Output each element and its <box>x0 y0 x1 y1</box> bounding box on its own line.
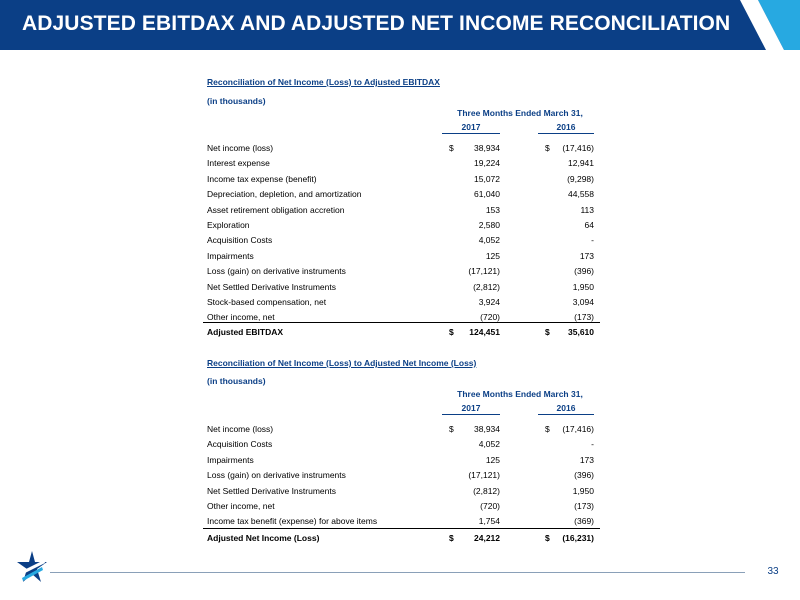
row-label: Net Settled Derivative Instruments <box>207 485 336 496</box>
row-value-2016: - <box>591 439 594 450</box>
row-value-2016: 113 <box>580 204 594 215</box>
row-label: Impairments <box>207 454 254 465</box>
row-value-2017: 19,224 <box>474 158 500 169</box>
ebitdax-table-row <box>207 174 600 189</box>
ebitdax-total-rule <box>203 322 600 323</box>
net-income-table-row <box>207 424 600 439</box>
row-value-2016: - <box>591 235 594 246</box>
row-value-2017: 125 <box>485 454 500 465</box>
net-income-table-row <box>207 439 600 454</box>
net-income-table-row <box>207 455 600 470</box>
row-value-2017: (720) <box>480 501 500 511</box>
row-value-2016: (173) <box>574 501 594 511</box>
row-value-2016: (17,416) <box>562 424 594 434</box>
row-value-2017: 2,580 <box>478 220 500 230</box>
row-value-2016: (396) <box>574 266 594 277</box>
row-value-2017: (2,812) <box>473 281 500 292</box>
row-label: Loss (gain) on derivative instruments <box>207 266 346 277</box>
row-value-2016: 3,094 <box>572 297 594 307</box>
row-value-2017: 125 <box>485 250 500 261</box>
total-currency-2017: $ <box>449 327 454 337</box>
row-currency-2016: $ <box>545 424 550 434</box>
ebitdax-table-row <box>207 158 600 173</box>
row-currency-2016: $ <box>545 143 550 153</box>
row-label: Loss (gain) on derivative instruments <box>207 470 346 481</box>
row-label: Interest expense <box>207 158 270 169</box>
page-number: 33 <box>767 566 779 577</box>
ebitdax-table-row <box>207 251 600 266</box>
star-logo-icon <box>16 550 48 584</box>
row-label: Other income, net <box>207 501 275 511</box>
net-income-table-row <box>207 486 600 501</box>
row-label: Asset retirement obligation accretion <box>207 204 345 215</box>
ebitdax-total-row <box>207 327 600 342</box>
row-value-2017: 38,934 <box>474 424 500 434</box>
row-value-2017: 1,754 <box>478 516 500 527</box>
row-label: Exploration <box>207 220 250 230</box>
row-label: Net Settled Derivative Instruments <box>207 281 336 292</box>
row-value-2016: (17,416) <box>562 143 594 153</box>
row-value-2017: 15,072 <box>474 173 500 184</box>
row-label: Acquisition Costs <box>207 439 273 450</box>
row-currency-2017: $ <box>449 424 454 434</box>
ebitdax-period-header: Three Months Ended March 31, <box>457 108 583 118</box>
row-value-2016: 173 <box>579 250 594 261</box>
net-income-table-row <box>207 470 600 485</box>
row-value-2016: (9,298) <box>567 173 594 184</box>
row-value-2016: 1,950 <box>572 281 594 292</box>
row-label: Impairments <box>207 250 254 261</box>
ebitdax-section-title: Reconciliation of Net Income (Loss) to Adjusted EBITDAX <box>207 77 440 87</box>
total-value-2017: 24,212 <box>474 533 500 543</box>
row-label: Income tax benefit (expense) for above items <box>207 516 378 527</box>
row-value-2016: (173) <box>574 312 594 323</box>
row-value-2017: 4,052 <box>478 439 500 450</box>
ebitdax-table-row <box>207 143 600 158</box>
row-value-2016: 12,941 <box>568 158 594 169</box>
ebitdax-table-row <box>207 297 600 312</box>
page-title: ADJUSTED EBITDAX AND ADJUSTED NET INCOME RECONCILIATION <box>22 12 731 35</box>
row-label: Income tax expense (benefit) <box>207 173 317 184</box>
row-label: Net income (loss) <box>207 143 274 153</box>
row-value-2016: 1,950 <box>572 485 594 496</box>
ebitdax-table-row <box>207 189 600 204</box>
net-income-total-rule <box>203 528 600 529</box>
ebitdax-table-row <box>207 266 600 281</box>
net-income-table-row <box>207 516 600 531</box>
row-value-2017: 4,052 <box>478 235 500 246</box>
row-value-2017: 38,934 <box>474 143 500 153</box>
total-label: Adjusted EBITDAX <box>207 327 284 337</box>
row-value-2016: 64 <box>584 220 594 230</box>
header-bar <box>0 0 800 50</box>
ebitdax-year-2016-header: 2016 <box>538 122 594 134</box>
total-value-2016: (16,231) <box>562 533 594 543</box>
ebitdax-table-row <box>207 205 600 220</box>
ebitdax-table-row <box>207 312 600 327</box>
net-income-units-label: (in thousands) <box>207 376 266 386</box>
row-label: Acquisition Costs <box>207 235 273 246</box>
ebitdax-table-row <box>207 235 600 250</box>
net-income-period-header: Three Months Ended March 31, <box>457 389 583 399</box>
row-value-2016: 44,558 <box>568 189 594 200</box>
row-value-2017: (2,812) <box>473 485 500 496</box>
row-value-2017: 3,924 <box>478 297 500 307</box>
total-currency-2016: $ <box>545 327 550 337</box>
total-currency-2017: $ <box>449 533 454 543</box>
row-label: Other income, net <box>207 312 275 323</box>
footer-divider <box>50 572 745 573</box>
total-currency-2016: $ <box>545 533 550 543</box>
row-value-2017: (720) <box>480 312 500 323</box>
ebitdax-year-2017-header: 2017 <box>442 122 500 134</box>
ebitdax-table-row <box>207 282 600 297</box>
ebitdax-table-row <box>207 220 600 235</box>
ebitdax-units-label: (in thousands) <box>207 96 266 106</box>
row-value-2016: (369) <box>574 516 594 527</box>
net-income-year-2017-header: 2017 <box>442 403 500 415</box>
total-value-2017: 124,451 <box>469 327 500 337</box>
row-value-2017: (17,121) <box>468 266 500 277</box>
row-value-2017: 61,040 <box>474 189 500 200</box>
net-income-total-row <box>207 533 600 548</box>
row-currency-2017: $ <box>449 143 454 153</box>
net-income-section-title: Reconciliation of Net Income (Loss) to Adjusted Net Income (Loss) <box>207 358 477 368</box>
row-label: Depreciation, depletion, and amortization <box>207 189 362 200</box>
row-label: Net income (loss) <box>207 424 274 434</box>
net-income-year-2016-header: 2016 <box>538 403 594 415</box>
header-accent-shape <box>740 0 800 50</box>
net-income-table-row <box>207 501 600 516</box>
total-value-2016: 35,610 <box>568 327 594 337</box>
total-label: Adjusted Net Income (Loss) <box>207 533 320 543</box>
row-value-2017: 153 <box>485 204 500 215</box>
row-value-2016: 173 <box>579 454 594 465</box>
row-value-2017: (17,121) <box>468 470 500 481</box>
row-label: Stock-based compensation, net <box>207 297 327 307</box>
row-value-2016: (396) <box>574 470 594 481</box>
